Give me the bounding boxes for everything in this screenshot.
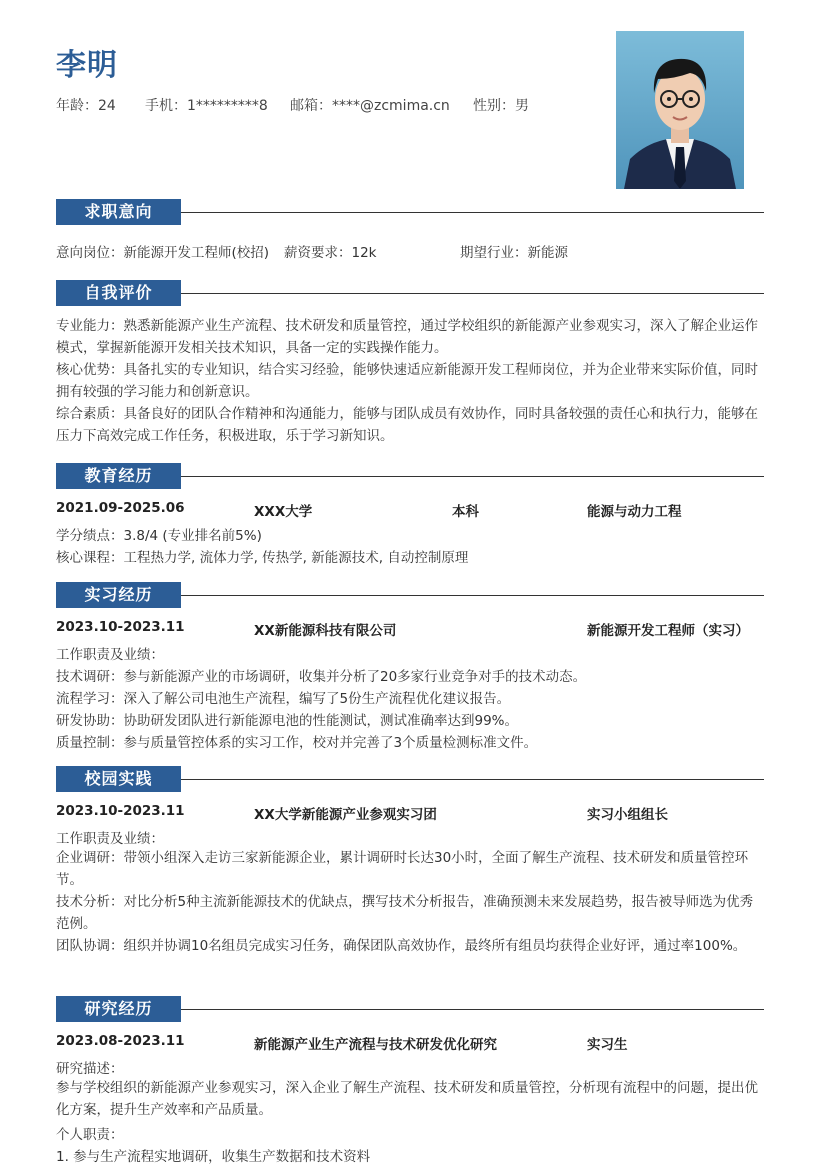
self-paragraph: 综合素质：具备良好的团队合作精神和沟通能力，能够与团队成员有效协作，同时具备较强的责任心和执行力，能够在压力下高效完成工作任务，积极进取，乐于学习新知识。	[56, 406, 758, 444]
profile-photo	[616, 31, 744, 189]
campus-org: XX大学新能源产业参观实习团	[254, 807, 437, 823]
phone-info: 手机：1*********8	[145, 98, 268, 114]
education-row	[56, 500, 764, 520]
internship-item: 质量控制：参与质量管控体系的实习工作，校对并完善了3个质量检测标准文件。	[56, 735, 538, 751]
research-desc: 参与学校组织的新能源产业参观实习，深入企业了解生产流程、技术研发和质量管控，分析现有流程中的问题，提出优化方案，提升生产效率和产品质量。	[56, 1080, 758, 1118]
research-project: 新能源产业生产流程与技术研发优化研究	[254, 1037, 497, 1053]
education-courses: 核心课程：工程热力学, 流体力学, 传热学, 新能源技术, 自动控制原理	[56, 550, 469, 566]
internship-section	[56, 582, 764, 751]
intent-title: 求职意向	[56, 199, 181, 225]
education-school: XXX大学	[254, 504, 313, 520]
age-info: 年龄：24	[56, 98, 116, 114]
campus-item: 团队协调：组织并协调10名组员完成实习任务，确保团队高效协作，最终所有组员均获得企业好评，通过率100%。	[56, 938, 747, 954]
section-divider	[181, 212, 764, 213]
internship-company: XX新能源科技有限公司	[254, 623, 397, 639]
education-major: 能源与动力工程	[587, 504, 682, 520]
candidate-name: 李明	[56, 48, 118, 83]
education-degree: 本科	[452, 504, 479, 520]
research-section	[56, 996, 764, 1165]
self-paragraph: 核心优势：具备扎实的专业知识，结合实习经验，能够快速适应新能源开发工程师岗位，并为企业带来实际价值，同时拥有较强的学习能力和创新意识。	[56, 362, 758, 400]
intent-salary: 薪资要求：12k	[284, 245, 377, 261]
self-section	[56, 280, 764, 444]
section-divider	[181, 779, 764, 780]
campus-date: 2023.10-2023.11	[56, 803, 185, 819]
campus-item: 企业调研：带领小组深入走访三家新能源企业，累计调研时长达30小时，全面了解生产流程、技术研发和质量管控环节。	[56, 850, 749, 888]
intent-section	[56, 199, 764, 261]
education-section	[56, 463, 764, 566]
internship-label: 工作职责及业绩：	[56, 647, 164, 663]
campus-label: 工作职责及业绩：	[56, 831, 164, 847]
research-desc-label: 研究描述：	[56, 1061, 124, 1077]
research-row	[56, 1033, 764, 1053]
internship-role: 新能源开发工程师（实习）	[587, 623, 749, 639]
intent-industry: 期望行业：新能源	[460, 245, 568, 261]
campus-item: 技术分析：对比分析5种主流新能源技术的优缺点，撰写技术分析报告，准确预测未来发展趋势，报告被导师选为优秀范例。	[56, 894, 754, 932]
campus-role: 实习小组组长	[587, 807, 668, 823]
intent-position: 意向岗位：新能源开发工程师(校招)	[56, 245, 270, 261]
campus-section	[56, 766, 764, 954]
internship-item: 研发协助：协助研发团队进行新能源电池的性能测试，测试准确率达到99%。	[56, 713, 519, 729]
internship-item: 流程学习：深入了解公司电池生产流程，编写了5份生产流程优化建议报告。	[56, 691, 511, 707]
research-date: 2023.08-2023.11	[56, 1033, 185, 1049]
research-title: 研究经历	[56, 996, 181, 1022]
gender-info: 性别：男	[473, 98, 529, 114]
section-divider	[181, 1009, 764, 1010]
internship-row	[56, 619, 764, 639]
education-gpa: 学分绩点：3.8/4 (专业排名前5%)	[56, 528, 262, 544]
internship-title: 实习经历	[56, 582, 181, 608]
internship-date: 2023.10-2023.11	[56, 619, 185, 635]
section-divider	[181, 476, 764, 477]
self-paragraph: 专业能力：熟悉新能源产业生产流程、技术研发和质量管控，通过学校组织的新能源产业参观实习，深入了解企业运作模式，掌握新能源开发相关技术知识，具备一定的实践操作能力。	[56, 318, 758, 356]
education-date: 2021.09-2025.06	[56, 500, 185, 516]
campus-row	[56, 803, 764, 823]
campus-title: 校园实践	[56, 766, 181, 792]
section-divider	[181, 595, 764, 596]
profile-photo-image	[616, 31, 744, 189]
research-role: 实习生	[587, 1037, 628, 1053]
internship-item: 技术调研：参与新能源产业的市场调研，收集并分析了20多家行业竞争对手的技术动态。	[56, 669, 587, 685]
education-title: 教育经历	[56, 463, 181, 489]
email-info: 邮箱：****@zcmima.cn	[290, 98, 450, 114]
section-divider	[181, 293, 764, 294]
self-title: 自我评价	[56, 280, 181, 306]
research-duty-label: 个人职责：	[56, 1127, 124, 1143]
research-duty-item: 1. 参与生产流程实地调研，收集生产数据和技术资料	[56, 1149, 371, 1165]
